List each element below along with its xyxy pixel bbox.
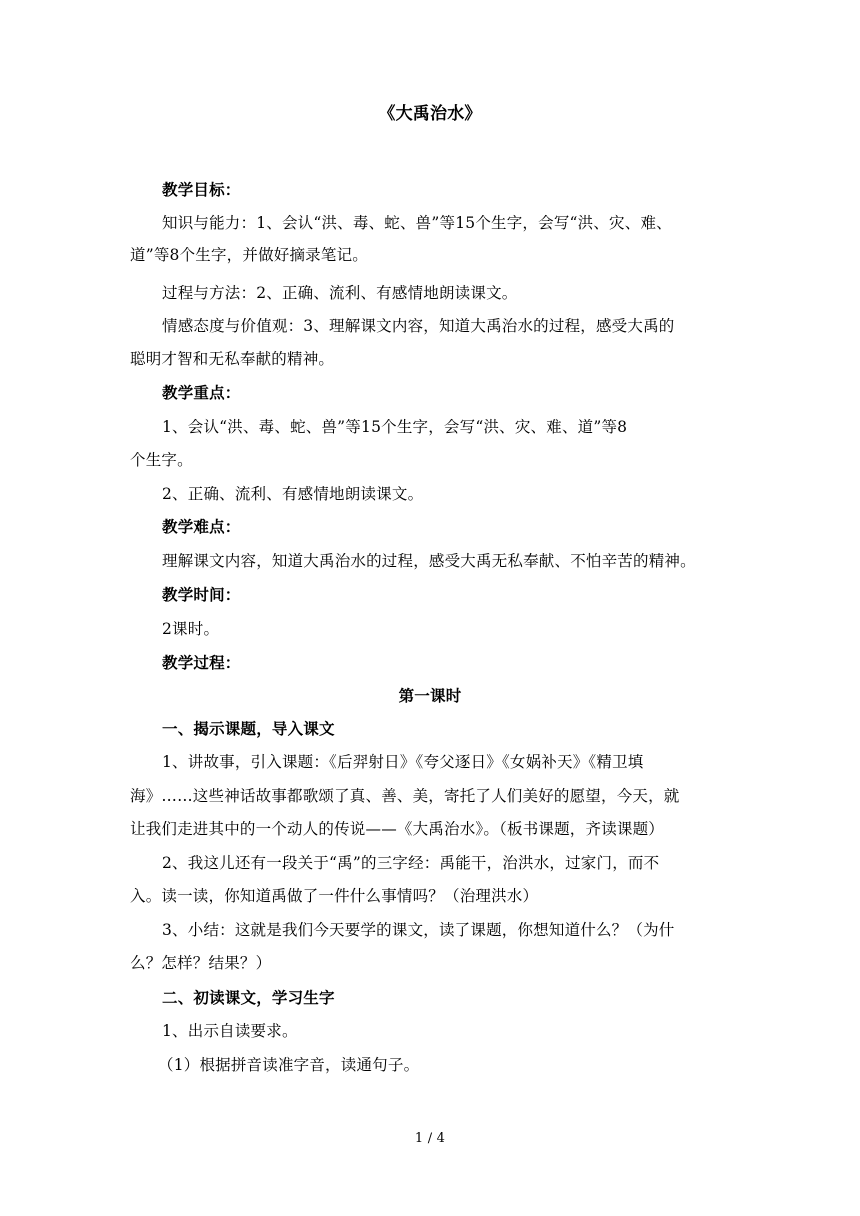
paragraph-line: 让我们走进其中的一个动人的传说——《大禹治水》。（板书课题，齐读课题） bbox=[130, 820, 665, 838]
paragraph-line: 2、正确、流利、有感情地朗读课文。 bbox=[162, 485, 424, 503]
paragraph-line: 1、讲故事，引入课题：《后羿射日》《夸父逐日》《女娲补天》《精卫填 bbox=[162, 753, 644, 771]
paragraph-line: 聪明才智和无私奉献的精神。 bbox=[130, 350, 335, 368]
paragraph-line: 2课时。 bbox=[162, 620, 220, 638]
paragraph-line: 过程与方法：2、正确、流利、有感情地朗读课文。 bbox=[162, 284, 518, 302]
heading-teaching-goals: 教学目标： bbox=[162, 181, 241, 199]
heading-key-points: 教学重点： bbox=[162, 384, 241, 402]
paragraph-line: 道”等8个生字，并做好摘录笔记。 bbox=[130, 246, 368, 264]
paragraph-line: 个生字。 bbox=[130, 451, 193, 469]
document-title: 《大禹治水》 bbox=[378, 104, 482, 124]
heading-teaching-process: 教学过程： bbox=[162, 654, 241, 672]
paragraph-line: （1）根据拼音读准字音，读通句子。 bbox=[158, 1056, 420, 1074]
section-title-first-lesson: 第一课时 bbox=[398, 687, 462, 705]
paragraph-line: 知识与能力：1、会认“洪、毒、蛇、兽”等15个生字，会写“洪、灾、难、 bbox=[162, 214, 672, 232]
subheading-first-reading: 二、初读课文，学习生字 bbox=[162, 989, 335, 1007]
paragraph-line: 么？怎样？结果？） bbox=[130, 954, 272, 972]
subheading-reveal-topic: 一、揭示课题，导入课文 bbox=[162, 720, 335, 738]
paragraph-line: 情感态度与价值观：3、理解课文内容，知道大禹治水的过程，感受大禹的 bbox=[162, 317, 675, 335]
heading-teaching-time: 教学时间： bbox=[162, 586, 241, 604]
paragraph-line: 理解课文内容，知道大禹治水的过程，感受大禹无私奉献、不怕辛苦的精神。 bbox=[162, 552, 696, 570]
paragraph-line: 1、出示自读要求。 bbox=[162, 1022, 298, 1040]
page-number: 1 / 4 bbox=[414, 1131, 446, 1146]
paragraph-line: 3、小结：这就是我们今天要学的课文，读了课题，你想知道什么？（为什 bbox=[162, 921, 675, 939]
paragraph-line: 海》……这些神话故事都歌颂了真、善、美，寄托了人们美好的愿望，今天，就 bbox=[130, 787, 680, 805]
heading-difficult-points: 教学难点： bbox=[162, 518, 241, 536]
paragraph-line: 2、我这儿还有一段关于“禹”的三字经：禹能干，治洪水，过家门，而不 bbox=[162, 854, 660, 872]
paragraph-line: 入。读一读，你知道禹做了一件什么事情吗？（治理洪水） bbox=[130, 887, 539, 905]
paragraph-line: 1、会认“洪、毒、蛇、兽”等15个生字，会写“洪、灾、难、道”等8 bbox=[162, 418, 628, 436]
